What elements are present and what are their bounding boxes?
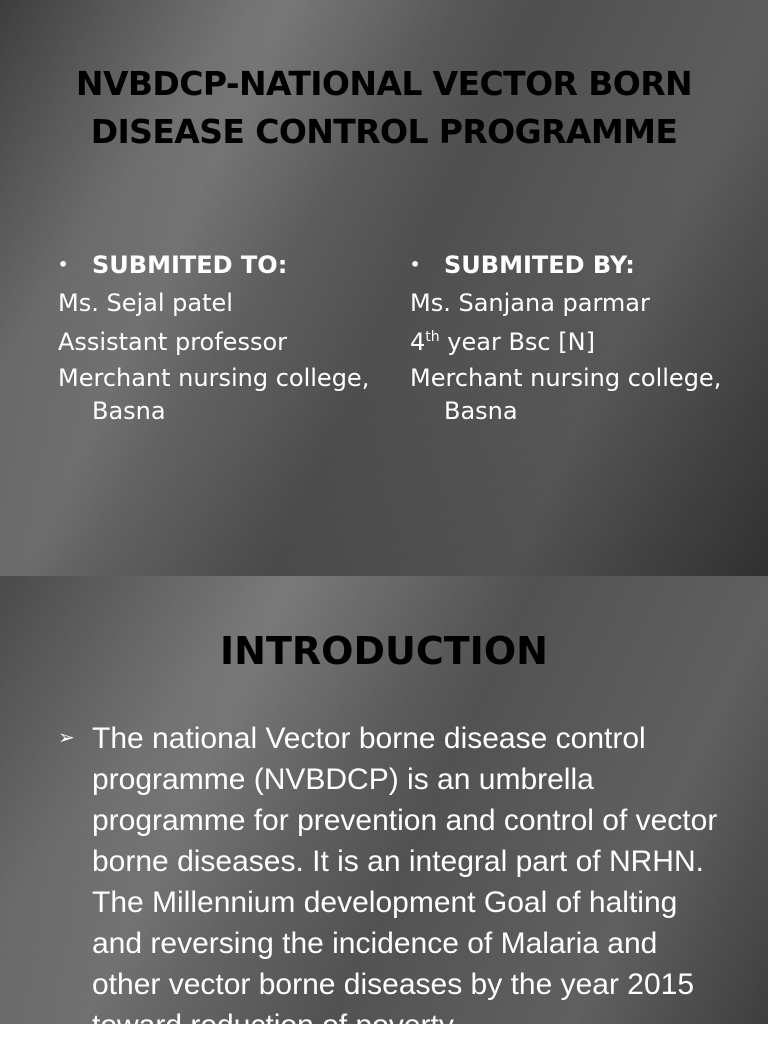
student-year-course: year Bsc [N]	[439, 328, 595, 356]
bullet-icon: •	[410, 255, 421, 274]
student-institution: Merchant nursing college, Basna	[410, 364, 722, 425]
slide-title: NVBDCP-NATIONAL VECTOR BORN DISEASE CONTROL PROGRAMME	[75, 64, 693, 151]
submitted-by-heading: SUBMITED BY:	[444, 250, 635, 279]
student-name: Ms. Sanjana parmar	[410, 289, 650, 317]
guide-institution: Merchant nursing college, Basna	[58, 364, 370, 425]
submitted-by-column	[410, 248, 730, 428]
introduction-slide	[0, 576, 768, 1042]
submitted-to-heading-row	[58, 248, 378, 282]
submitted-by-heading-row	[410, 248, 730, 282]
intro-bullet	[58, 718, 720, 1046]
guide-name: Ms. Sejal patel	[58, 289, 233, 317]
student-year	[410, 323, 730, 362]
bullet-icon: •	[58, 255, 69, 274]
guide-role: Assistant professor	[58, 328, 287, 356]
arrow-bullet-icon: ➢	[58, 727, 75, 749]
submitted-to-column	[58, 248, 378, 428]
slide-title: INTRODUCTION	[220, 629, 548, 673]
student-year-ordinal: th	[425, 329, 440, 345]
student-year-number: 4	[410, 328, 426, 356]
submitted-to-heading: SUBMITED TO:	[92, 250, 288, 279]
intro-paragraph: The national Vector borne disease control programme (NVBDCP) is an umbrella programme for prevention and control of vector borne diseases. It is an integral part of NRHN. The Millennium development Goal of halting and reversing the incidence of Malaria and other vector borne diseases by the year 2015 toward reduction of poverty	[92, 722, 718, 1042]
